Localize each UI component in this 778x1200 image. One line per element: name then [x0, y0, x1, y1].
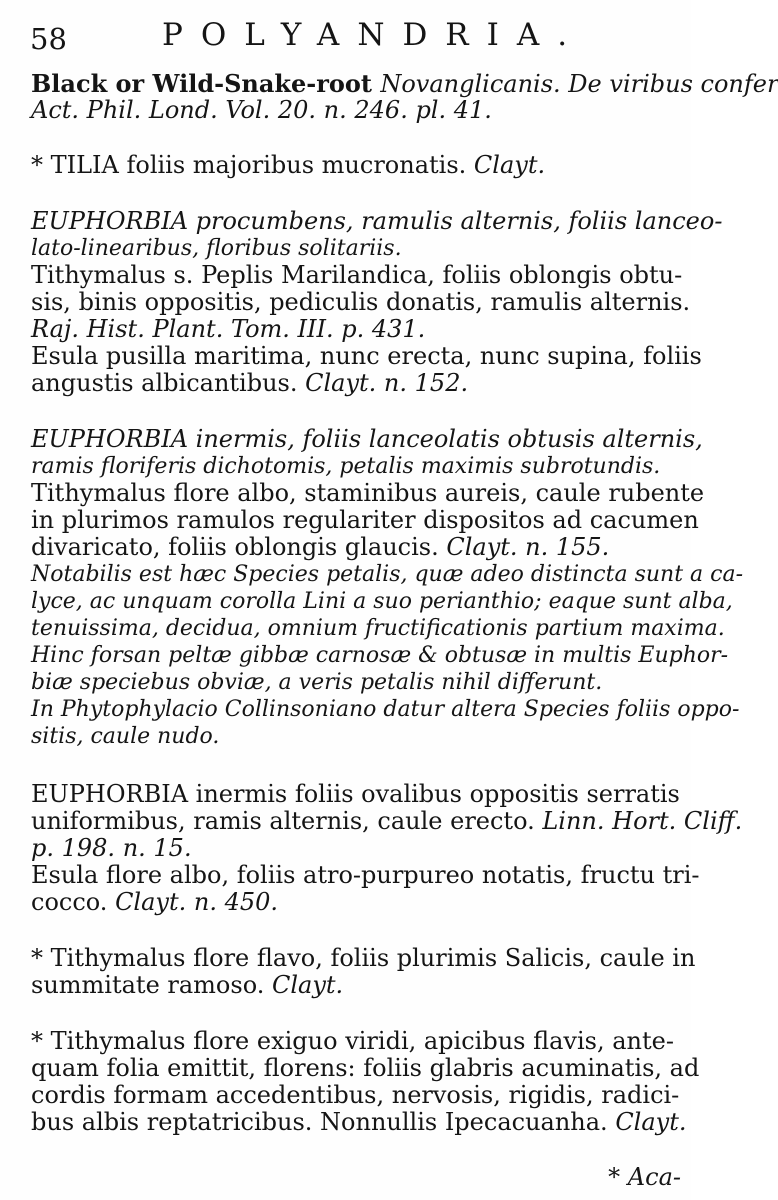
text-line: [31, 781, 681, 808]
text-line: [31, 235, 681, 262]
text-segment: Notabilis est hæc Species petalis, quæ adeo distincta sunt a ca-: [31, 562, 744, 587]
text-segment: Esula flore albo, foliis atro-purpureo notatis, fructu tri-: [31, 861, 700, 889]
text-segment: EUPHORBIA inermis, foliis lanceolatis obtusis alternis,: [31, 425, 703, 453]
paragraph-gap: [31, 124, 681, 152]
entry-euphorbia-procumbens: [31, 207, 723, 397]
text-segment: uniformibus, ramis alternis, caule erecto.: [31, 807, 543, 835]
text-line: [31, 534, 681, 561]
text-line: [31, 723, 681, 750]
text-line: [31, 207, 723, 235]
entry-euphorbia-inermis-lanceolatis: [31, 425, 744, 750]
paragraph-gap: [31, 179, 681, 208]
text-line: [31, 316, 681, 343]
text-line: [31, 1028, 681, 1055]
text-segment: Clayt. n. 450.: [115, 888, 279, 916]
entry-tithymalus-flavo: [31, 944, 696, 999]
text-segment: Esula pusilla maritima, nunc erecta, nunc supina, foliis: [31, 342, 702, 370]
running-title: POLYANDRIA.: [162, 17, 586, 53]
text-segment: Linn. Hort. Cliff.: [542, 807, 743, 835]
entry-tilia: [31, 152, 681, 179]
text-line: [31, 642, 729, 669]
text-line: [31, 861, 700, 889]
text-segment: * Tithymalus flore exiguo viridi, apicibus flavis, ante-: [31, 1027, 674, 1055]
text-segment: Raj. Hist. Plant. Tom. III. p. 431.: [31, 315, 426, 343]
paragraph-gap: [31, 750, 681, 781]
text-line: [31, 342, 702, 370]
page-header: [0, 12, 691, 56]
text-line: [31, 506, 699, 534]
text-line: [31, 588, 733, 615]
paragraph-gap: [31, 397, 681, 426]
text-segment: tenuissima, decidua, omnium fructificationis partium maxima.: [31, 616, 725, 641]
text-segment: summitate ramoso.: [31, 971, 272, 999]
text-line: [31, 479, 705, 507]
text-line: [31, 262, 681, 289]
text-segment: biæ speciebus obviæ, a veris petalis nihil differunt.: [31, 670, 603, 695]
text-segment: Clayt. n. 152.: [305, 369, 469, 397]
text-line: [31, 561, 744, 588]
page-content: [31, 69, 778, 1136]
entry-tithymalus-exiguo: [31, 1027, 700, 1136]
text-segment: bus albis reptatricibus. Nonnullis Ipecacuanha.: [31, 1108, 616, 1136]
text-line: [31, 669, 681, 696]
paragraph-gap: [31, 916, 681, 945]
text-segment: Clayt. n. 155.: [446, 533, 610, 561]
text-segment: lato-linearibus, floribus solitariis.: [31, 236, 402, 261]
entry-wild-snake-root: [31, 69, 778, 124]
entry-euphorbia-inermis-ovalibus: [31, 780, 743, 916]
text-line: [31, 370, 681, 397]
text-line: [31, 807, 743, 835]
text-segment: Clayt.: [271, 971, 344, 999]
text-segment: in plurimos ramulos regulariter dispositos ad cacumen: [31, 506, 699, 534]
text-segment: * TILIA foliis majoribus mucronatis.: [31, 151, 474, 179]
text-segment: sis, binis oppositis, pediculis donatis, ramulis alternis.: [31, 288, 691, 316]
text-segment: angustis albicantibus.: [31, 369, 306, 397]
text-segment: Hinc forsan peltæ gibbæ carnosæ & obtusæ in multis Euphor-: [31, 643, 729, 668]
text-segment: divaricato, foliis oblongis glaucis.: [31, 533, 447, 561]
text-segment: Novanglicanis. De viribus confer: [380, 70, 778, 98]
text-segment: Black or Wild-Snake-root: [31, 69, 381, 98]
text-line: [31, 425, 703, 453]
text-line: [31, 453, 681, 480]
text-segment: * Tithymalus flore flavo, foliis plurimis Salicis, caule in: [31, 944, 696, 972]
text-line: [31, 152, 681, 179]
text-segment: Clayt.: [473, 151, 546, 179]
text-segment: EUPHORBIA inermis foliis ovalibus oppositis serratis: [31, 780, 680, 808]
text-segment: cocco.: [31, 888, 116, 916]
text-segment: Tithymalus s. Peplis Marilandica, foliis oblongis obtu-: [31, 261, 683, 289]
paragraph-gap: [31, 999, 681, 1028]
text-segment: Act. Phil. Lond. Vol. 20. n. 246. pl. 41.: [31, 96, 492, 124]
text-segment: ramis floriferis dichotomis, petalis maximis subrotundis.: [31, 454, 661, 479]
text-line: [31, 69, 778, 98]
text-line: [31, 835, 681, 862]
text-segment: quam folia emittit, florens: foliis glabris acuminatis, ad: [31, 1054, 700, 1082]
text-segment: Clayt.: [615, 1108, 687, 1136]
text-line: [31, 97, 681, 124]
page-number: 58: [30, 22, 67, 56]
text-line: [31, 1108, 687, 1136]
text-segment: sitis, caule nudo.: [31, 724, 220, 749]
text-segment: p. 198. n. 15.: [31, 834, 192, 862]
text-segment: Tithymalus flore albo, staminibus aureis, caule rubente: [31, 479, 705, 507]
text-line: [31, 1082, 681, 1109]
text-line: [31, 972, 681, 999]
text-line: [31, 944, 696, 972]
text-segment: In Phytophylacio Collinsoniano datur altera Species foliis oppo-: [31, 697, 740, 722]
text-segment: lyce, ac unquam corolla Lini a suo perianthio; eaque sunt alba,: [31, 589, 733, 614]
text-line: [31, 1054, 700, 1082]
text-line: [31, 889, 681, 916]
text-segment: EUPHORBIA procumbens, ramulis alternis, foliis lanceo-: [31, 207, 723, 235]
catchword: * Aca-: [608, 1163, 681, 1191]
text-line: [31, 288, 691, 316]
text-line: [31, 615, 725, 642]
text-segment: cordis formam accedentibus, nervosis, rigidis, radici-: [31, 1081, 680, 1109]
text-line: [31, 696, 740, 723]
